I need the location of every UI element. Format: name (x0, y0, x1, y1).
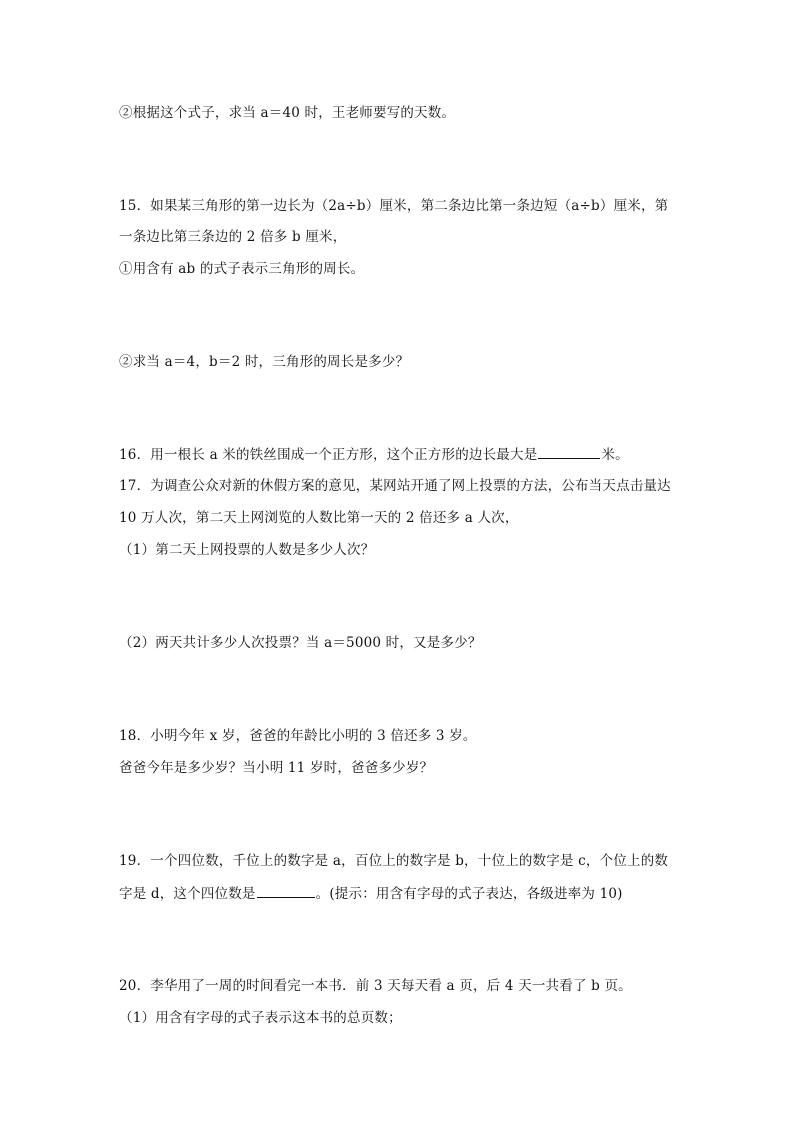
q19-stem-line2 (119, 883, 623, 904)
q16-text-before: 16．用一根长 a 米的铁丝围成一个正方形，这个正方形的边长最大是 (119, 447, 538, 463)
q14-part2: ②根据这个式子，求当 a＝40 时，王老师要写的天数。 (119, 105, 456, 121)
q16-text-after: 米。 (601, 447, 629, 463)
q19-stem-line1: 19．一个四位数，千位上的数字是 a，百位上的数字是 b，十位上的数字是 c，个位上的数 (119, 853, 669, 869)
q20-part1: （1）用含有字母的式子表示这本书的总页数； (119, 1010, 402, 1026)
q15-part1: ①用含有 ab 的式子表示三角形的周长。 (119, 261, 365, 277)
q17-stem-line2: 10 万人次，第二天上网浏览的人数比第一天的 2 倍还多 a 人次， (119, 510, 519, 526)
q20-stem-line1: 20．李华用了一周的时间看完一本书．前 3 天每天看 a 页，后 4 天一共看了 b 页。 (119, 978, 632, 994)
q15-stem-line2: 一条边比第三条边的 2 倍多 b 厘米， (119, 229, 347, 245)
q19-answer-blank[interactable] (257, 883, 315, 898)
q15-stem-line1: 15．如果某三角形的第一边长为（2a÷b）厘米，第二条边比第一条边短（a÷b）厘米，第 (119, 198, 669, 214)
q16-answer-blank[interactable] (538, 444, 600, 459)
q15-part2: ②求当 a＝4，b＝2 时，三角形的周长是多少？ (119, 354, 410, 370)
q18-stem-line2: 爸爸今年是多少岁？当小明 11 岁时，爸爸多少岁？ (119, 760, 434, 776)
q17-stem-line1: 17．为调查公众对新的休假方案的意见，某网站开通了网上投票的方法，公布当天点击量达 (119, 478, 671, 494)
q16-stem (119, 444, 629, 465)
q19-text-after: 。(提示：用含有字母的式子表达，各级进率为 10) (315, 886, 623, 902)
q18-stem-line1: 18．小明今年 x 岁，爸爸的年龄比小明的 3 倍还多 3 岁。 (119, 728, 477, 744)
q17-part2: （2）两天共计多少人次投票？当 a＝5000 时，又是多少？ (119, 635, 482, 651)
q17-part1: （1）第二天上网投票的人数是多少人次？ (119, 542, 375, 558)
q19-text-before: 字是 d，这个四位数是 (119, 886, 256, 902)
